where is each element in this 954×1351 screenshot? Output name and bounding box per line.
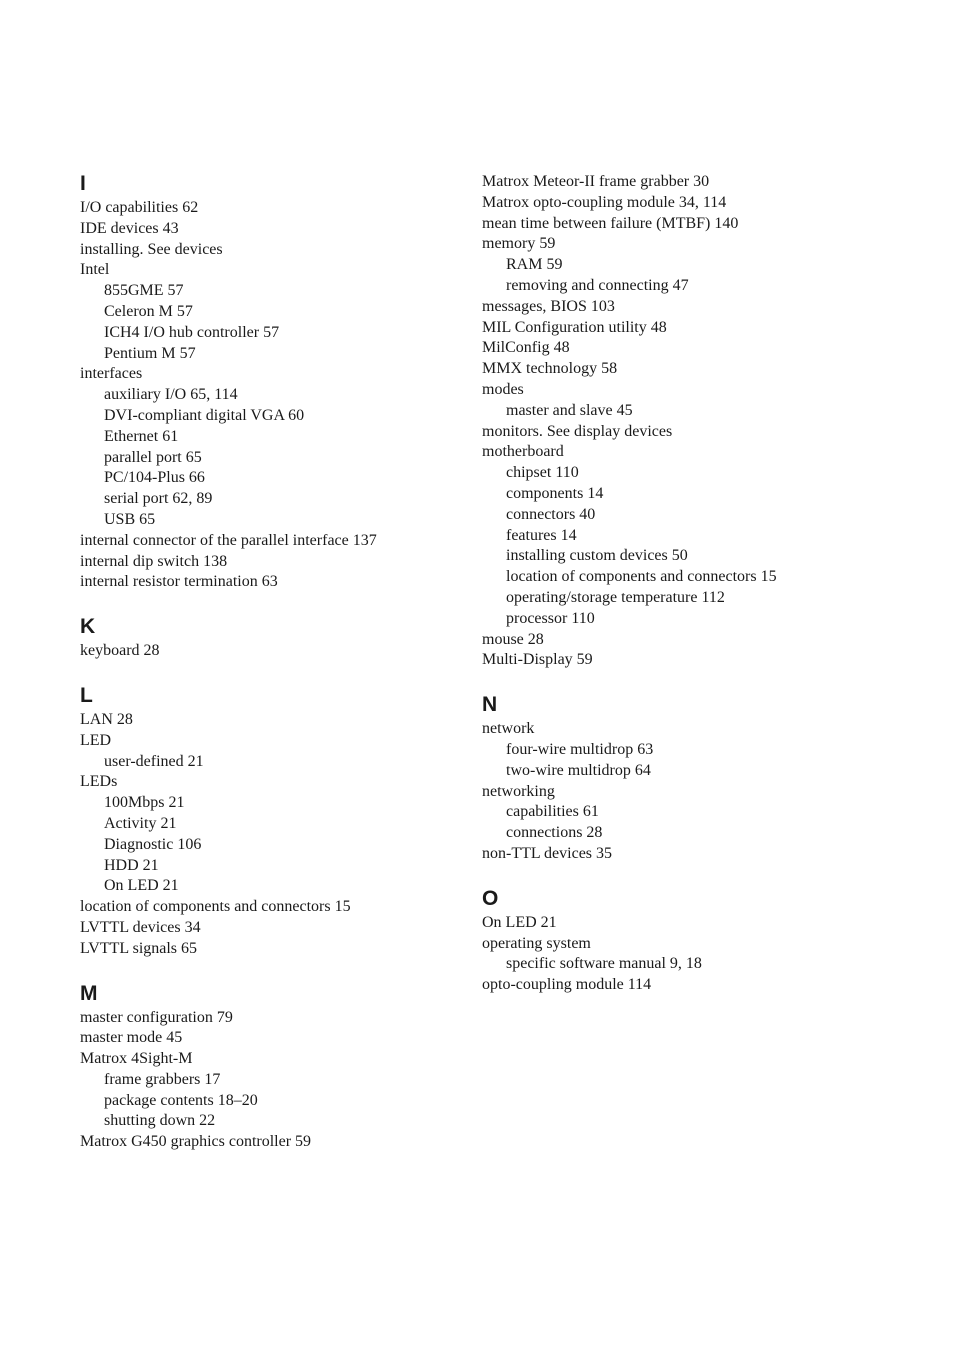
index-entry-list (80, 1008, 500, 1154)
index-entry: Matrox opto-coupling module 34, 114 (482, 193, 727, 211)
index-entry: IDE devices 43 (80, 219, 179, 237)
index-subentry: master and slave 45 (506, 401, 633, 419)
index-section (482, 691, 902, 865)
index-entry: Matrox G450 graphics controller 59 (80, 1133, 312, 1151)
index-entry: master configuration 79 (80, 1008, 233, 1026)
index-subentry: USB 65 (104, 510, 156, 528)
index-section (482, 885, 902, 996)
index-entry: memory 59 (482, 235, 556, 253)
index-entry: location of components and connectors 15 (80, 898, 351, 916)
index-subentry: processor 110 (506, 609, 595, 627)
section-letter-heading: M (80, 981, 98, 1005)
index-entry: interfaces (80, 365, 143, 383)
index-section (80, 980, 500, 1154)
index-subentry: ICH4 I/O hub controller 57 (104, 323, 280, 341)
index-entry: motherboard (482, 443, 564, 461)
section-letter-heading: O (482, 886, 499, 910)
index-entry-list (482, 172, 902, 671)
index-subentry: two-wire multidrop 64 (506, 761, 651, 779)
index-entry: MIL Configuration utility 48 (482, 318, 667, 336)
index-entry: internal dip switch 138 (80, 552, 228, 570)
index-entry-list (80, 641, 500, 662)
index-entry: keyboard 28 (80, 642, 160, 660)
index-subentry: package contents 18–20 (104, 1091, 258, 1109)
index-subentry: 100Mbps 21 (104, 794, 185, 812)
index-entry: LVTTL signals 65 (80, 939, 198, 957)
index-entry: mean time between failure (MTBF) 140 (482, 214, 739, 232)
index-section (80, 613, 500, 662)
index-entry: LVTTL devices 34 (80, 918, 201, 936)
index-entry: non-TTL devices 35 (482, 844, 613, 862)
index-entry: I/O capabilities 62 (80, 199, 199, 216)
index-subentry: 855GME 57 (104, 282, 184, 300)
index-entry: messages, BIOS 103 (482, 297, 615, 315)
section-letter-heading: L (80, 683, 93, 707)
index-column-left (80, 170, 500, 1173)
index-subentry: removing and connecting 47 (506, 276, 689, 294)
index-entry-list (482, 719, 902, 865)
index-entry: MMX technology 58 (482, 360, 618, 378)
index-subentry: operating/storage temperature 112 (506, 588, 725, 606)
index-subentry: auxiliary I/O 65, 114 (104, 386, 238, 404)
index-entry: Intel (80, 261, 110, 279)
index-entry: Multi-Display 59 (482, 651, 593, 669)
index-entry: Matrox Meteor-II frame grabber 30 (482, 173, 710, 190)
index-subentry: PC/104-Plus 66 (104, 469, 205, 487)
index-subentry: Celeron M 57 (104, 302, 193, 320)
index-subentry: components 14 (506, 484, 604, 502)
index-entry: internal resistor termination 63 (80, 573, 278, 591)
index-subentry: On LED 21 (104, 877, 179, 895)
index-entry: internal connector of the parallel interface 137 (80, 531, 377, 549)
index-subentry: location of components and connectors 15 (506, 568, 777, 586)
index-subentry: HDD 21 (104, 856, 159, 874)
index-entry: installing. See devices (80, 240, 223, 258)
index-subentry: specific software manual 9, 18 (506, 955, 702, 973)
index-subentry: RAM 59 (506, 256, 563, 274)
index-entry: network (482, 720, 535, 738)
index-entry: MilConfig 48 (482, 339, 570, 357)
index-column-right (482, 172, 902, 1016)
index-subentry: Ethernet 61 (104, 427, 179, 445)
index-subentry: frame grabbers 17 (104, 1070, 221, 1088)
index-section (482, 172, 902, 671)
index-entry: operating system (482, 934, 591, 952)
index-subentry: capabilities 61 (506, 803, 599, 821)
section-letter-heading: K (80, 615, 96, 639)
index-subentry: connectors 40 (506, 505, 596, 523)
index-subentry: features 14 (506, 526, 577, 544)
index-entry: master mode 45 (80, 1029, 183, 1047)
index-subentry: Activity 21 (104, 814, 177, 832)
index-entry-list (80, 710, 500, 960)
index-entry-list (80, 198, 500, 593)
index-subentry: user-defined 21 (104, 752, 204, 770)
index-entry: LEDs (80, 773, 118, 791)
index-subentry: shutting down 22 (104, 1112, 216, 1130)
index-subentry: parallel port 65 (104, 448, 202, 466)
index-entry: opto-coupling module 114 (482, 976, 652, 994)
index-entry-list (482, 913, 902, 996)
section-letter-heading: N (482, 693, 498, 717)
index-entry: LAN 28 (80, 710, 133, 728)
index-subentry: Diagnostic 106 (104, 835, 202, 853)
index-section (80, 682, 500, 960)
index-entry: monitors. See display devices (482, 422, 673, 440)
index-entry: LED (80, 731, 112, 749)
index-entry: Matrox 4Sight-M (80, 1050, 193, 1068)
index-subentry: installing custom devices 50 (506, 547, 688, 565)
section-letter-heading: I (80, 172, 86, 195)
index-entry: networking (482, 782, 555, 800)
index-section (80, 170, 500, 593)
index-subentry: serial port 62, 89 (104, 490, 213, 508)
index-subentry: chipset 110 (506, 464, 579, 482)
index-entry: modes (482, 380, 524, 398)
index-subentry: four-wire multidrop 63 (506, 740, 654, 758)
index-subentry: DVI-compliant digital VGA 60 (104, 406, 305, 424)
index-entry: mouse 28 (482, 630, 544, 648)
index-subentry: Pentium M 57 (104, 344, 196, 362)
index-subentry: connections 28 (506, 824, 603, 842)
index-entry: On LED 21 (482, 913, 557, 931)
